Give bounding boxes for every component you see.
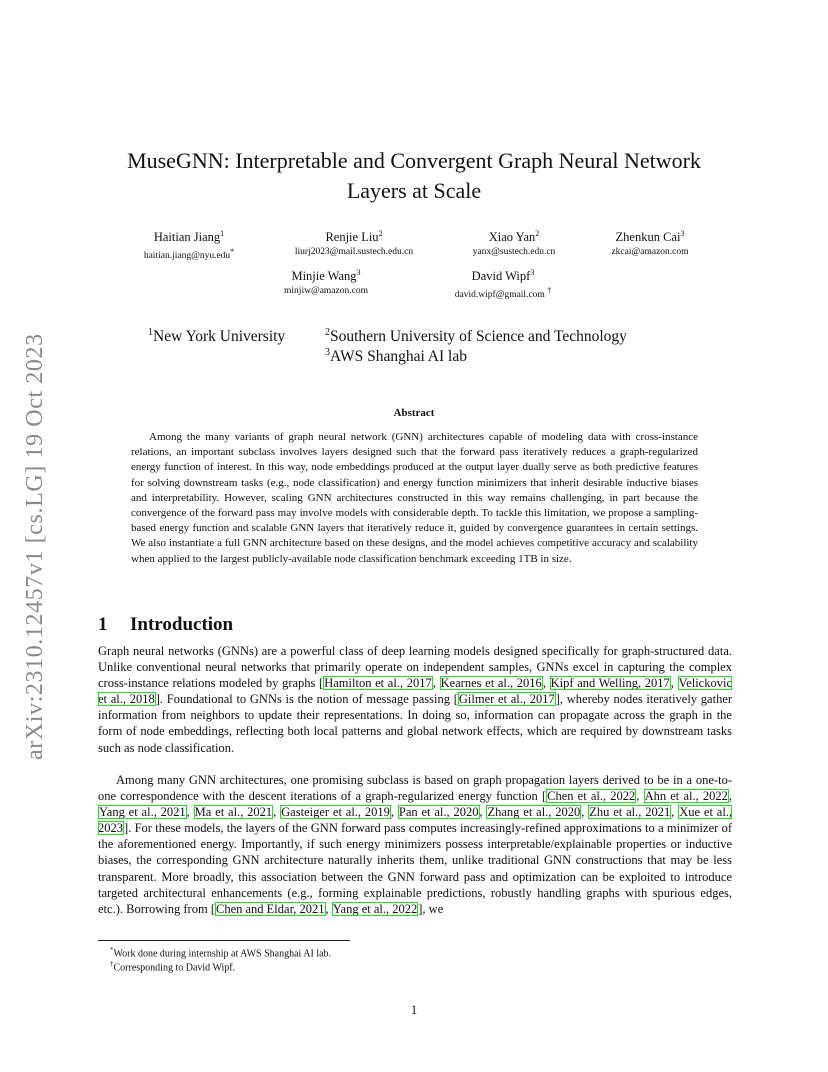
affiliation-name: New York University: [153, 328, 286, 346]
author-wang: [256, 265, 396, 298]
affiliation-name: Southern University of Science and Technology: [330, 328, 627, 346]
author-jiang: [118, 226, 260, 263]
citation-link[interactable]: Ma et al., 2021: [194, 805, 273, 820]
author-sup: 2: [535, 229, 540, 238]
citation-link[interactable]: Zhu et al., 2021: [589, 805, 671, 820]
author-email[interactable]: zkcai@amazon.com: [611, 247, 689, 258]
author-cai: [586, 226, 714, 259]
citation-link[interactable]: Kearnes et al., 2016: [440, 676, 542, 691]
arxiv-stamp: arXiv:2310.12457v1 [cs.LG] 19 Oct 2023: [22, 333, 48, 760]
footnote-rule: [98, 940, 350, 941]
citation-link[interactable]: Pan et al., 2020: [398, 805, 479, 820]
intro-paragraph-2: Among many GNN architectures, one promising subclass is based on graph propagation layers derived to be in a one-to-one correspondence with the descent iterations of a graph-regularized energy function [Chen et al., 2022, Ahn et al., 2022, Yang et al., 2021, Ma et al., 2021, Gasteiger et al., 2019, Pan et al., 2020, Zhang et al., 2020, Zhu et al., 2021, Xue et al., 2023]. For these models, the layers of the GNN forward pass computes increasingly-refined approximations to a minimizer of the aforementioned energy. Importantly, if such energy minimizers possess interpretable/explainable properties or inductive biases, the corresponding GNN architecture naturally inherits them, unlike traditional GNN constructions that may be less transparent. More broadly, this association between the GNN forward pass and optimization can be exploited to introduce targeted architectural enhancements (e.g., forming explainable predictions, robustly handling graphs with spurious edges, etc.). Borrowing from [Chen and Eldar, 2021, Yang et al., 2022], we: [98, 773, 733, 916]
author-sup: 2: [378, 229, 383, 238]
citation-link[interactable]: Chen and Eldar, 2021: [215, 901, 325, 916]
affiliation-sup: 2: [325, 327, 330, 338]
citation-link[interactable]: Gasteiger et al., 2019: [281, 805, 390, 820]
author-sup: 3: [530, 268, 535, 277]
citation-link[interactable]: Xue et al., 2023: [98, 805, 733, 836]
author-email[interactable]: yanx@sustech.edu.cn: [472, 247, 556, 258]
citation-link[interactable]: Ahn et al., 2022: [644, 789, 728, 804]
footnote-2: [110, 958, 235, 974]
author-liu: [268, 226, 440, 259]
author-email[interactable]: david.wipf@gmail.com: [454, 290, 545, 301]
author-name: Xiao Yan: [488, 230, 536, 245]
citation-link[interactable]: Yang et al., 2022: [332, 901, 418, 916]
author-wipf: [428, 265, 578, 302]
page-number: 1: [410, 1003, 418, 1017]
section-title: Introduction: [130, 614, 234, 635]
footnote-text: Corresponding to David Wipf.: [113, 962, 236, 974]
affiliation-name: AWS Shanghai AI lab: [330, 348, 467, 366]
author-sup: 3: [680, 229, 685, 238]
author-name: Renjie Liu: [325, 230, 379, 245]
footnote-mark: *: [110, 946, 114, 954]
author-email[interactable]: haitian.jiang@nyu.edu: [143, 251, 231, 262]
citation-link[interactable]: Velickovic et al., 2018: [98, 676, 733, 707]
title-line-2: Layers at Scale: [346, 178, 482, 203]
author-name: Minjie Wang: [291, 269, 357, 284]
text-run: ], whereby nodes iteratively gather information from neighbors to update their representations. In doing so, information can propagate across the graph in the form of node embeddings, reflecting both local patterns and global network effects, which are required by downstream tasks such as node classification.: [98, 692, 733, 755]
paper-title: [100, 146, 728, 206]
affiliation-sup: 3: [325, 347, 330, 358]
citation-link[interactable]: Zhang et al., 2020: [487, 805, 581, 820]
text-run: ]. For these models, the layers of the GNN forward pass computes increasingly-refined approximations to a minimizer of the aforementioned energy. Importantly, if such energy minimizers possess interpretable/explainable properties or inductive biases, the corresponding GNN architecture naturally inherits them, unlike traditional GNN constructions that may be less transparent. More broadly, this association between the GNN forward pass and optimization can be exploited to introduce targeted architectural enhancements (e.g., forming explainable predictions, robustly handling graphs with spurious edges, etc.). Borrowing from [: [98, 821, 732, 916]
text-run: Graph neural networks (GNNs) are a powerful class of deep learning models designed specifically for graph-structured data. Unlike conventional neural networks that primarily operate on independent samples, GNNs excel in capturing the complex cross-instance relations modeled by graphs [: [98, 644, 732, 691]
author-email[interactable]: minjiw@amazon.com: [284, 286, 368, 297]
abstract-heading: Abstract: [393, 407, 435, 419]
citation-link[interactable]: Yang et al., 2021: [99, 805, 186, 820]
email-note: *: [230, 247, 235, 257]
footnote-text: Work done during internship at AWS Shanghai AI lab.: [113, 948, 332, 960]
author-sup: 1: [220, 229, 225, 238]
citation-link[interactable]: Kipf and Welling, 2017: [550, 676, 670, 691]
affiliation-1: [148, 322, 285, 347]
affiliation-sup: 1: [148, 327, 153, 338]
section-number: 1: [98, 614, 108, 635]
author-name: David Wipf: [471, 269, 531, 284]
author-yan: [448, 226, 580, 259]
section-heading: [98, 614, 233, 636]
author-sup: 3: [356, 268, 361, 277]
citation-link[interactable]: Hamilton et al., 2017: [324, 676, 432, 691]
author-name: Zhenkun Cai: [615, 230, 681, 245]
author-name: Haitian Jiang: [153, 230, 221, 245]
email-note: †: [547, 286, 552, 296]
citation-link[interactable]: Gilmer et al., 2017: [458, 692, 555, 707]
text-run: ], we: [418, 901, 444, 916]
author-email[interactable]: liurj2023@mail.sustech.edu.cn: [294, 247, 414, 258]
footnote-mark: †: [110, 960, 114, 968]
text-run: Among many GNN architectures, one promising subclass is based on graph propagation layers derived to be in a one-to-one correspondence with the descent iterations of a graph-regularized energy function [: [98, 773, 732, 804]
affiliation-3: [325, 342, 467, 367]
citation-link[interactable]: Chen et al., 2022: [547, 789, 636, 804]
text-run: ]. Foundational to GNNs is the notion of message passing [: [155, 692, 458, 707]
title-line-1: MuseGNN: Interpretable and Convergent Graph Neural Network: [127, 148, 701, 173]
intro-paragraph-1: Graph neural networks (GNNs) are a powerful class of deep learning models designed specifically for graph-structured data. Unlike conventional neural networks that primarily operate on independent samples, GNNs excel in capturing the complex cross-instance relations modeled by graphs [Hamilton et al., 2017, Kearnes et al., 2016, Kipf and Welling, 2017, Velickovic et al., 2018]. Foundational to GNNs is the notion of message passing [Gilmer et al., 2017], whereby nodes iteratively gather information from neighbors to update their representations. In doing so, information can propagate across the graph in the form of node embeddings, reflecting both local patterns and global network effects, which are required by downstream tasks such as node classification.: [98, 644, 733, 755]
abstract-text: Among the many variants of graph neural network (GNN) architectures capable of modeling data with cross-instance relations, an important subclass involves layers designed such that the forward pass iteratively reduces a graph-regularized energy function of interest. In this way, node embeddings produced at the output layer dually serve as both predictive features for solving downstream tasks (e.g., node classification) and energy function minimizers that inherit desirable inductive biases and interpretability. However, scaling GNN architectures constructed in this way remains challenging, in part because the convergence of the forward pass may involve models with considerable depth. To tackle this limitation, we propose a sampling-based energy function and scalable GNN layers that iteratively reduce it, guided by convergence guarantees in certain settings. We also instantiate a full GNN architecture based on these designs, and the model achieves competitive accuracy and scalability when applied to the largest publicly-available node classification benchmark exceeding 1TB in size.: [131, 431, 698, 565]
